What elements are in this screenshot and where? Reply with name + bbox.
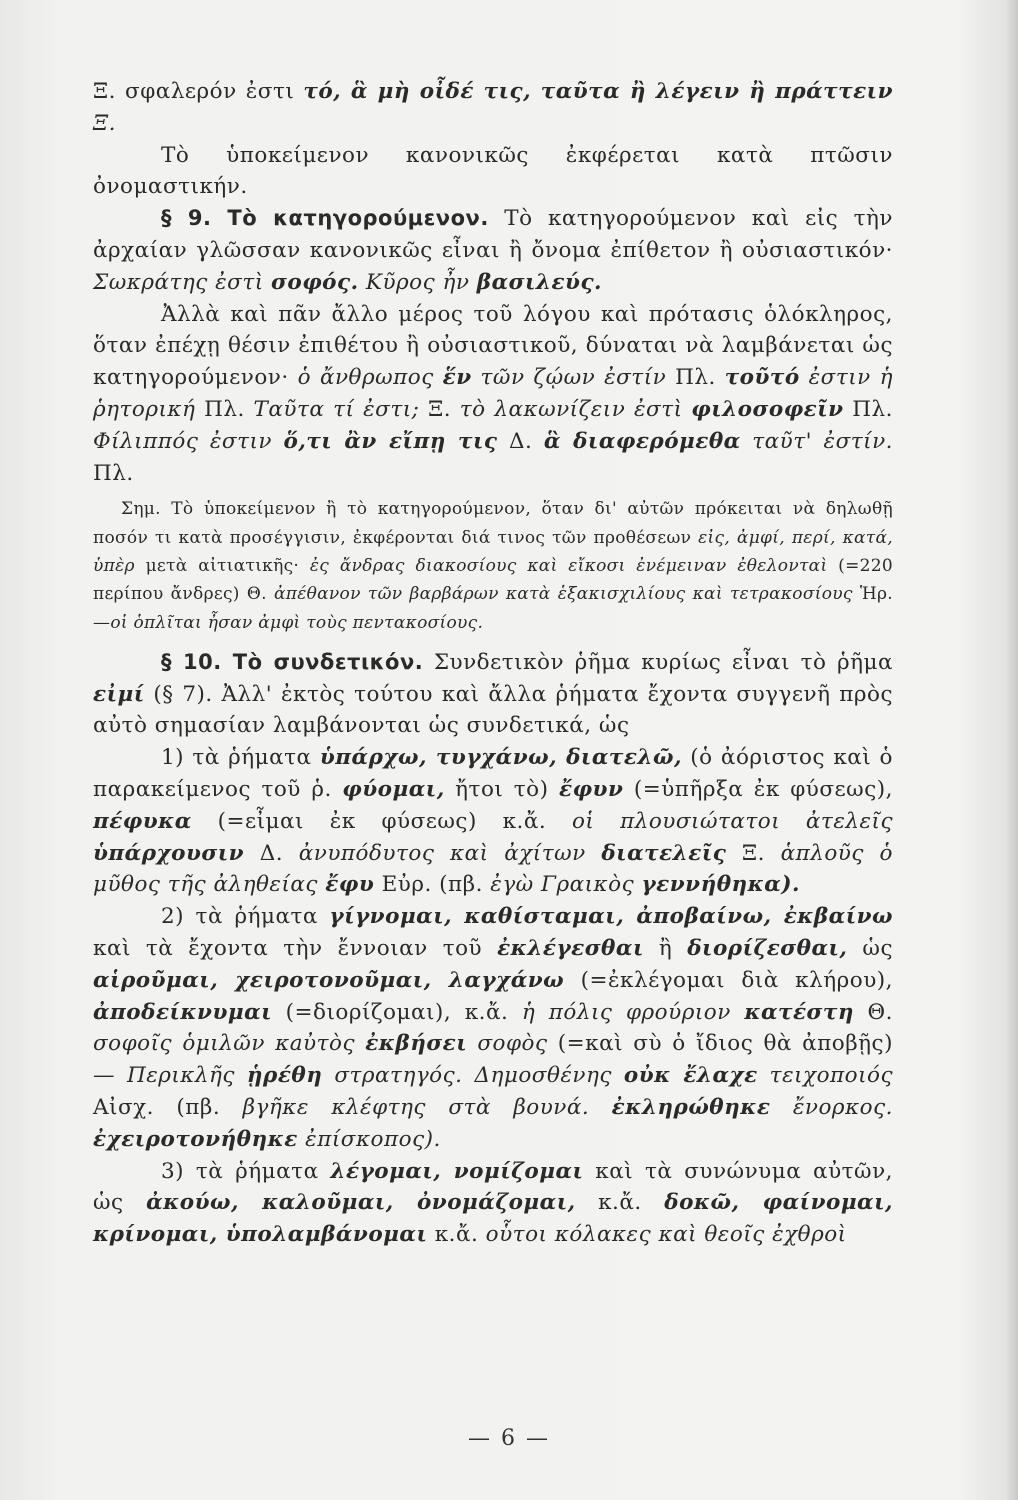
footnote: Σημ. Τὸ ὑποκείμενον ἢ τὸ κατηγορούμενον, ὅταν δι' αὐτῶν πρόκειται νὰ δηλωθῇ ποσόν τι κατὰ προσέγγισιν, ἐκφέρονται διά τινος τῶν προθέσεων εἰς, ἀμφί, περί, κατά, ὑπὲρ μετὰ αἰτιατικῆς· ἐς ἄνδρας διακοσίους καὶ εἴκοσι ἐνέμειναν ἐθελονταὶ (=220 περίπου ἄνδρες) Θ. ἀπέθανον τῶν βαρβάρων κατὰ ἑξακισχιλίους καὶ τετρακοσίους Ἡρ.—οἱ ὁπλῖται ἦσαν ἀμφὶ τοὺς πεντακοσίους.	[93, 499, 894, 633]
section-10: § 10. Τὸ συνδετικόν. Συνδετικὸν ῥῆμα κυρίως εἶναι τὸ ῥῆμα εἰμί (§ 7). Ἀλλ' ἐκτὸς τούτου καὶ ἄλλα ῥήματα ἔχοντα συγγενῆ πρὸς αὐτὸ σημασίαν λαμβάνονται ὡς συνδετικά, ὡς	[93, 649, 893, 739]
page-edge-shadow	[1004, 0, 1018, 1500]
page-number: — 6 —	[468, 1426, 550, 1451]
item-1: 1) τὰ ῥήματα ὑπάρχω, τυγχάνω, διατελῶ, (ὁ ἀόριστος καὶ ὁ παρακείμενος τοῦ ῥ. φύομαι, ἤτοι τὸ) ἔφυν (=ὑπῆρξα ἐκ φύσεως), πέφυκα (=εἶμαι ἐκ φύσεως) κ.ἄ. οἱ πλουσιώτατοι ἀτελεῖς ὑπάρχουσιν Δ. ἀνυπόδυτος καὶ ἀχίτων διατελεῖς Ξ. ἁπλοῦς ὁ μῦθος τῆς ἀληθείας ἔφυ Εὐρ. (πβ. ἐγὼ Γραικὸς γεννήθηκα).	[93, 745, 894, 898]
item-3: 3) τὰ ῥήματα λέγομαι, νομίζομαι καὶ τὰ συνώνυμα αὐτῶν, ὡς ἀκούω, καλοῦμαι, ὀνομάζομαι, κ.ἄ. δοκῶ, φαίνομαι, κρίνομαι, ὑπολαμβάνομαι κ.ἄ. οὗτοι κόλακες καὶ θεοῖς ἐχθροὶ	[93, 1158, 893, 1248]
item-2: 2) τὰ ῥήματα γίγνομαι, καθίσταμαι, ἀποβαίνω, ἐκβαίνω καὶ τὰ ἔχοντα τὴν ἔννοιαν τοῦ ἐκλέγεσθαι ἢ διορίζεσθαι, ὡς αἱροῦμαι, χειροτονοῦμαι, λαγχάνω (=ἐκλέγομαι διὰ κλήρου), ἀποδείκνυμαι (=διορίζομαι), κ.ἄ. ἡ πόλις φρούριον κατέστη Θ. σοφοῖς ὁμιλῶν κaὐτὸς ἐκβήσει σοφὸς (=καὶ σὺ ὁ ἴδιος θὰ ἀποβῇς) — Περικλῆς ᾑρέθη στρατηγός. Δημοσθένης οὐκ ἔλαχε τειχοποιός Αἰσχ. (πβ. βγῆκε κλέφτης στὰ βουνά. ἐκληρώθηκε ἔνορκος. ἐχειροτονήθηκε ἐπίσκοπος).	[93, 904, 893, 1152]
paragraph-2: Τὸ ὑποκείμενον κανονικῶς ἐκφέρεται κατὰ πτῶσιν ὀνομαστικήν.	[93, 142, 893, 200]
paragraph-1: Ξ. σφαλερόν ἐστι τό, ἃ μὴ οἶδέ τις, ταῦτα ἢ λέγειν ἢ πράττειν Ξ.	[93, 79, 893, 136]
section-9-heading: § 9. Τὸ κατηγορούμενον.	[161, 206, 489, 231]
page-body	[93, 76, 893, 1251]
section-10-heading: § 10. Τὸ συνδετικόν.	[161, 649, 424, 674]
paragraph-4: Ἀλλὰ καὶ πᾶν ἄλλο μέρος τοῦ λόγου καὶ πρότασις ὁλόκληρος, ὅταν ἐπέχῃ θέσιν ἐπιθέτου ἢ οὐσιαστικοῦ, δύναται νὰ λαμβάνεται ὡς κατηγορούμενον· ὁ ἄνθρωπος ἕν τῶν ζῴων ἐστίν Πλ. τοῦτό ἐστιν ἡ ῥητορική Πλ. Ταῦτα τί ἐστι; Ξ. τὸ λακωνίζειν ἐστὶ φιλοσοφεῖν Πλ. Φίλιππός ἐστιν ὅ,τι ἂν εἴπῃ τις Δ. ἃ διαφερόμεθα ταῦτ' ἐστίν. Πλ.	[93, 301, 893, 486]
section-9: § 9. Τὸ κατηγορούμενον. Τὸ κατηγορούμενον καὶ εἰς τὴν ἀρχαίαν γλῶσσαν κανονικῶς εἶναι ἢ ὄνομα ἐπίθετον ἢ οὐσιαστικόν· Σωκράτης ἐστὶ σοφός. Κῦρος ἦν βασιλεύς.	[93, 206, 893, 295]
